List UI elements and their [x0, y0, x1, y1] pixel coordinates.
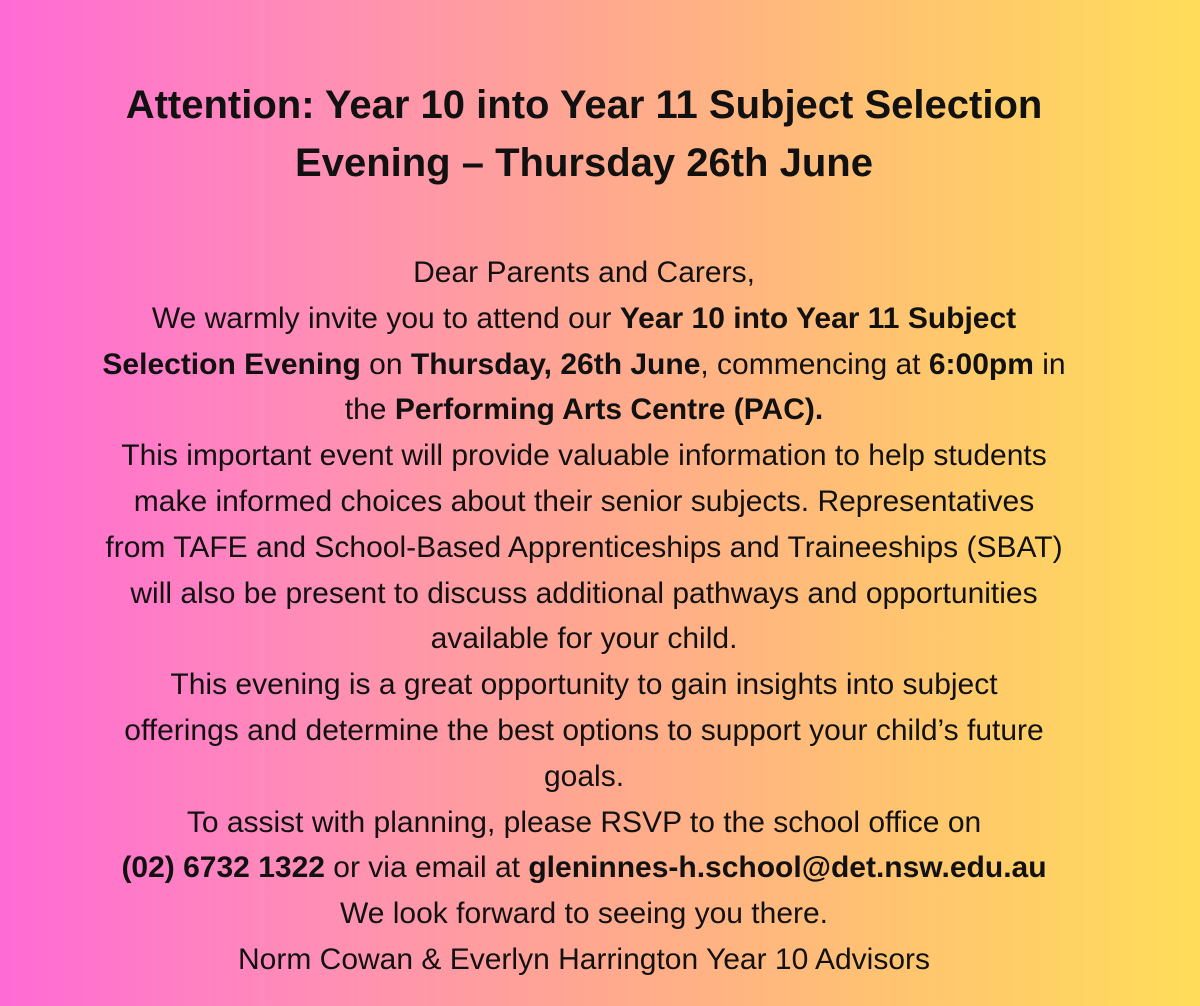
invite-line-2 [0, 342, 1168, 388]
on-text: on [360, 347, 411, 381]
or-email-text: or via email at [324, 851, 529, 885]
title-line-2: Evening – Thursday 26th June [295, 141, 873, 185]
the-text: the [344, 393, 395, 427]
event-time: 6:00pm [928, 347, 1034, 381]
event-name-part-1: Year 10 into Year 11 Subject [619, 301, 1017, 335]
closing-line: We look forward to seeing you there. [339, 897, 829, 931]
invite-line-3 [0, 387, 1168, 433]
event-venue: Performing Arts Centre (PAC). [394, 393, 824, 427]
paragraph-1-line: make informed choices about their senior subjects. Representatives [133, 484, 1035, 518]
paragraph-1-line: from TAFE and School-Based Apprenticeships and Traineeships (SBAT) [105, 530, 1063, 564]
paragraph-2-line: This evening is a great opportunity to gain insights into subject [170, 668, 998, 702]
title-line-1: Attention: Year 10 into Year 11 Subject Selection [125, 83, 1043, 127]
phone-number: (02) 6732 1322 [121, 851, 325, 885]
page-title [0, 76, 1168, 192]
paragraph-1-line: available for your child. [430, 622, 738, 656]
paragraph-2-line: goals. [543, 759, 625, 793]
paragraph-1-line: This important event will provide valuable information to help students [121, 439, 1047, 473]
signature-line: Norm Cowan & Everlyn Harrington Year 10 Advisors [238, 942, 930, 976]
paragraph-2-line: offerings and determine the best options to support your child’s future [124, 713, 1044, 747]
event-date: Thursday, 26th June [410, 347, 701, 381]
paragraph-1-line: will also be present to discuss additional pathways and opportunities [130, 576, 1038, 610]
event-name-part-2: Selection Evening [102, 347, 361, 381]
commencing-text: , commencing at [700, 347, 929, 381]
invite-text: We warmly invite you to attend our [151, 301, 620, 335]
greeting: Dear Parents and Carers, [413, 256, 755, 289]
rsvp-intro: To assist with planning, please RSVP to the school office on [186, 805, 982, 839]
invite-line-1 [0, 296, 1168, 342]
email-address: gleninnes-h.school@det.nsw.edu.au [528, 851, 1047, 885]
letter-body [0, 250, 1168, 983]
in-text: in [1033, 347, 1066, 381]
rsvp-contact-line [0, 845, 1168, 891]
